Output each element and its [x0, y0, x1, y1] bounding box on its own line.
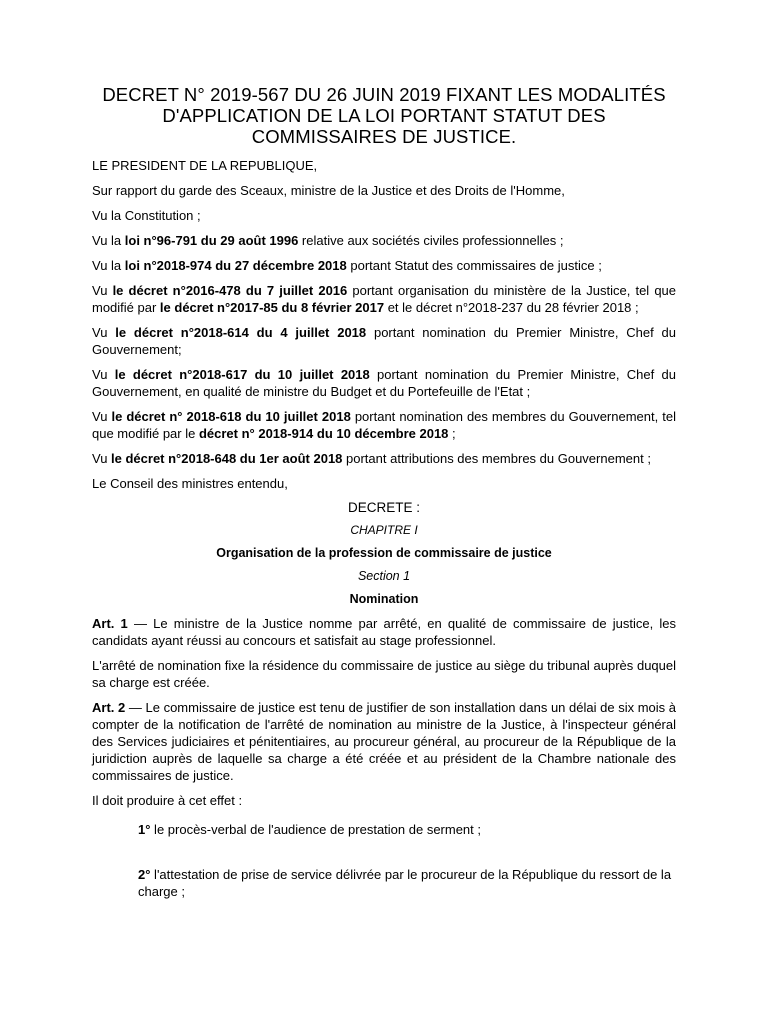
- constitution-line: Vu la Constitution ;: [92, 208, 201, 223]
- vu-decret-2018-617: Vu le décret n°2018-617 du 10 juillet 2018 portant nomination du Premier Ministre, Chef du Gouvernement, en qualité de ministre du Budget et du Portefeuille de l'Etat ;: [92, 367, 676, 399]
- chapter-title: Organisation de la profession de commissaire de justice: [216, 546, 552, 560]
- article-1: Art. 1 — Le ministre de la Justice nomme par arrêté, en qualité de commissaire de justice, les candidats ayant réussi au concours et satisfait au stage professionnel.: [92, 616, 677, 648]
- article-2: Art. 2 — Le commissaire de justice est tenu de justifier de son installation dans un délai de six mois à compter de la notification de l'arrêté de nomination au ministre de la Justice, à l'inspecteur général des Services judiciaires et pénitentiaires, au procureur général, au procureur de la République de la juridiction auprès de laquelle sa charge a été créée et au président de la Chambre nationale des commissaires de justice.: [92, 700, 676, 783]
- vu-loi-2018: Vu la loi n°2018-974 du 27 décembre 2018 portant Statut des commissaires de justice ;: [92, 258, 602, 273]
- vu-loi-1996: Vu la loi n°96-791 du 29 août 1996 relative aux sociétés civiles professionnelles ;: [92, 233, 564, 248]
- effet-line: Il doit produire à cet effet :: [92, 793, 243, 808]
- chapter-heading: CHAPITRE I: [350, 523, 418, 537]
- decrete-heading: DECRETE :: [347, 500, 420, 515]
- list-item-1: 1° le procès-verbal de l'audience de prestation de serment ;: [138, 822, 481, 837]
- vu-decret-2018-614: Vu le décret n°2018-614 du 4 juillet 2018 portant nomination du Premier Ministre, Chef du Gouvernement;: [92, 325, 677, 357]
- section-title: Nomination: [349, 592, 419, 606]
- article-2-label: Art. 2: [92, 700, 126, 715]
- article-1-paragraph-2: L'arrêté de nomination fixe la résidence du commissaire de justice au siège du tribunal auprès duquel sa charge est créée.: [92, 658, 676, 690]
- section-heading: Section 1: [357, 569, 411, 583]
- vu-decret-2016: Vu le décret n°2016-478 du 7 juillet 2016 portant organisation du ministère de la Justice, tel que modifié par le décret n°2017-85 du 8 février 2017 et le décret n°2018-237 du 28 février 2018 ;: [92, 283, 677, 315]
- president-line: LE PRESIDENT DE LA REPUBLIQUE,: [92, 158, 318, 173]
- document-title: DECRET N° 2019-567 DU 26 JUIN 2019 FIXANT LES MODALITÉS D'APPLICATION DE LA LOI PORTANT STATUT DES COMMISSAIRES DE JUSTICE.: [102, 84, 666, 147]
- list-item-2: 2° l'attestation de prise de service délivrée par le procureur de la République du ressort de la charge ;: [138, 867, 672, 899]
- rapport-line: Sur rapport du garde des Sceaux, ministre de la Justice et des Droits de l'Homme,: [92, 183, 565, 198]
- vu-decret-2018-648: Vu le décret n°2018-648 du 1er août 2018 portant attributions des membres du Gouvernement ;: [92, 451, 651, 466]
- conseil-line: Le Conseil des ministres entendu,: [92, 476, 288, 491]
- vu-decret-2018-618: Vu le décret n° 2018-618 du 10 juillet 2018 portant nomination des membres du Gouvernement, tel que modifié par le décret n° 2018-914 du 10 décembre 2018 ;: [92, 409, 676, 441]
- article-1-label: Art. 1: [92, 616, 128, 631]
